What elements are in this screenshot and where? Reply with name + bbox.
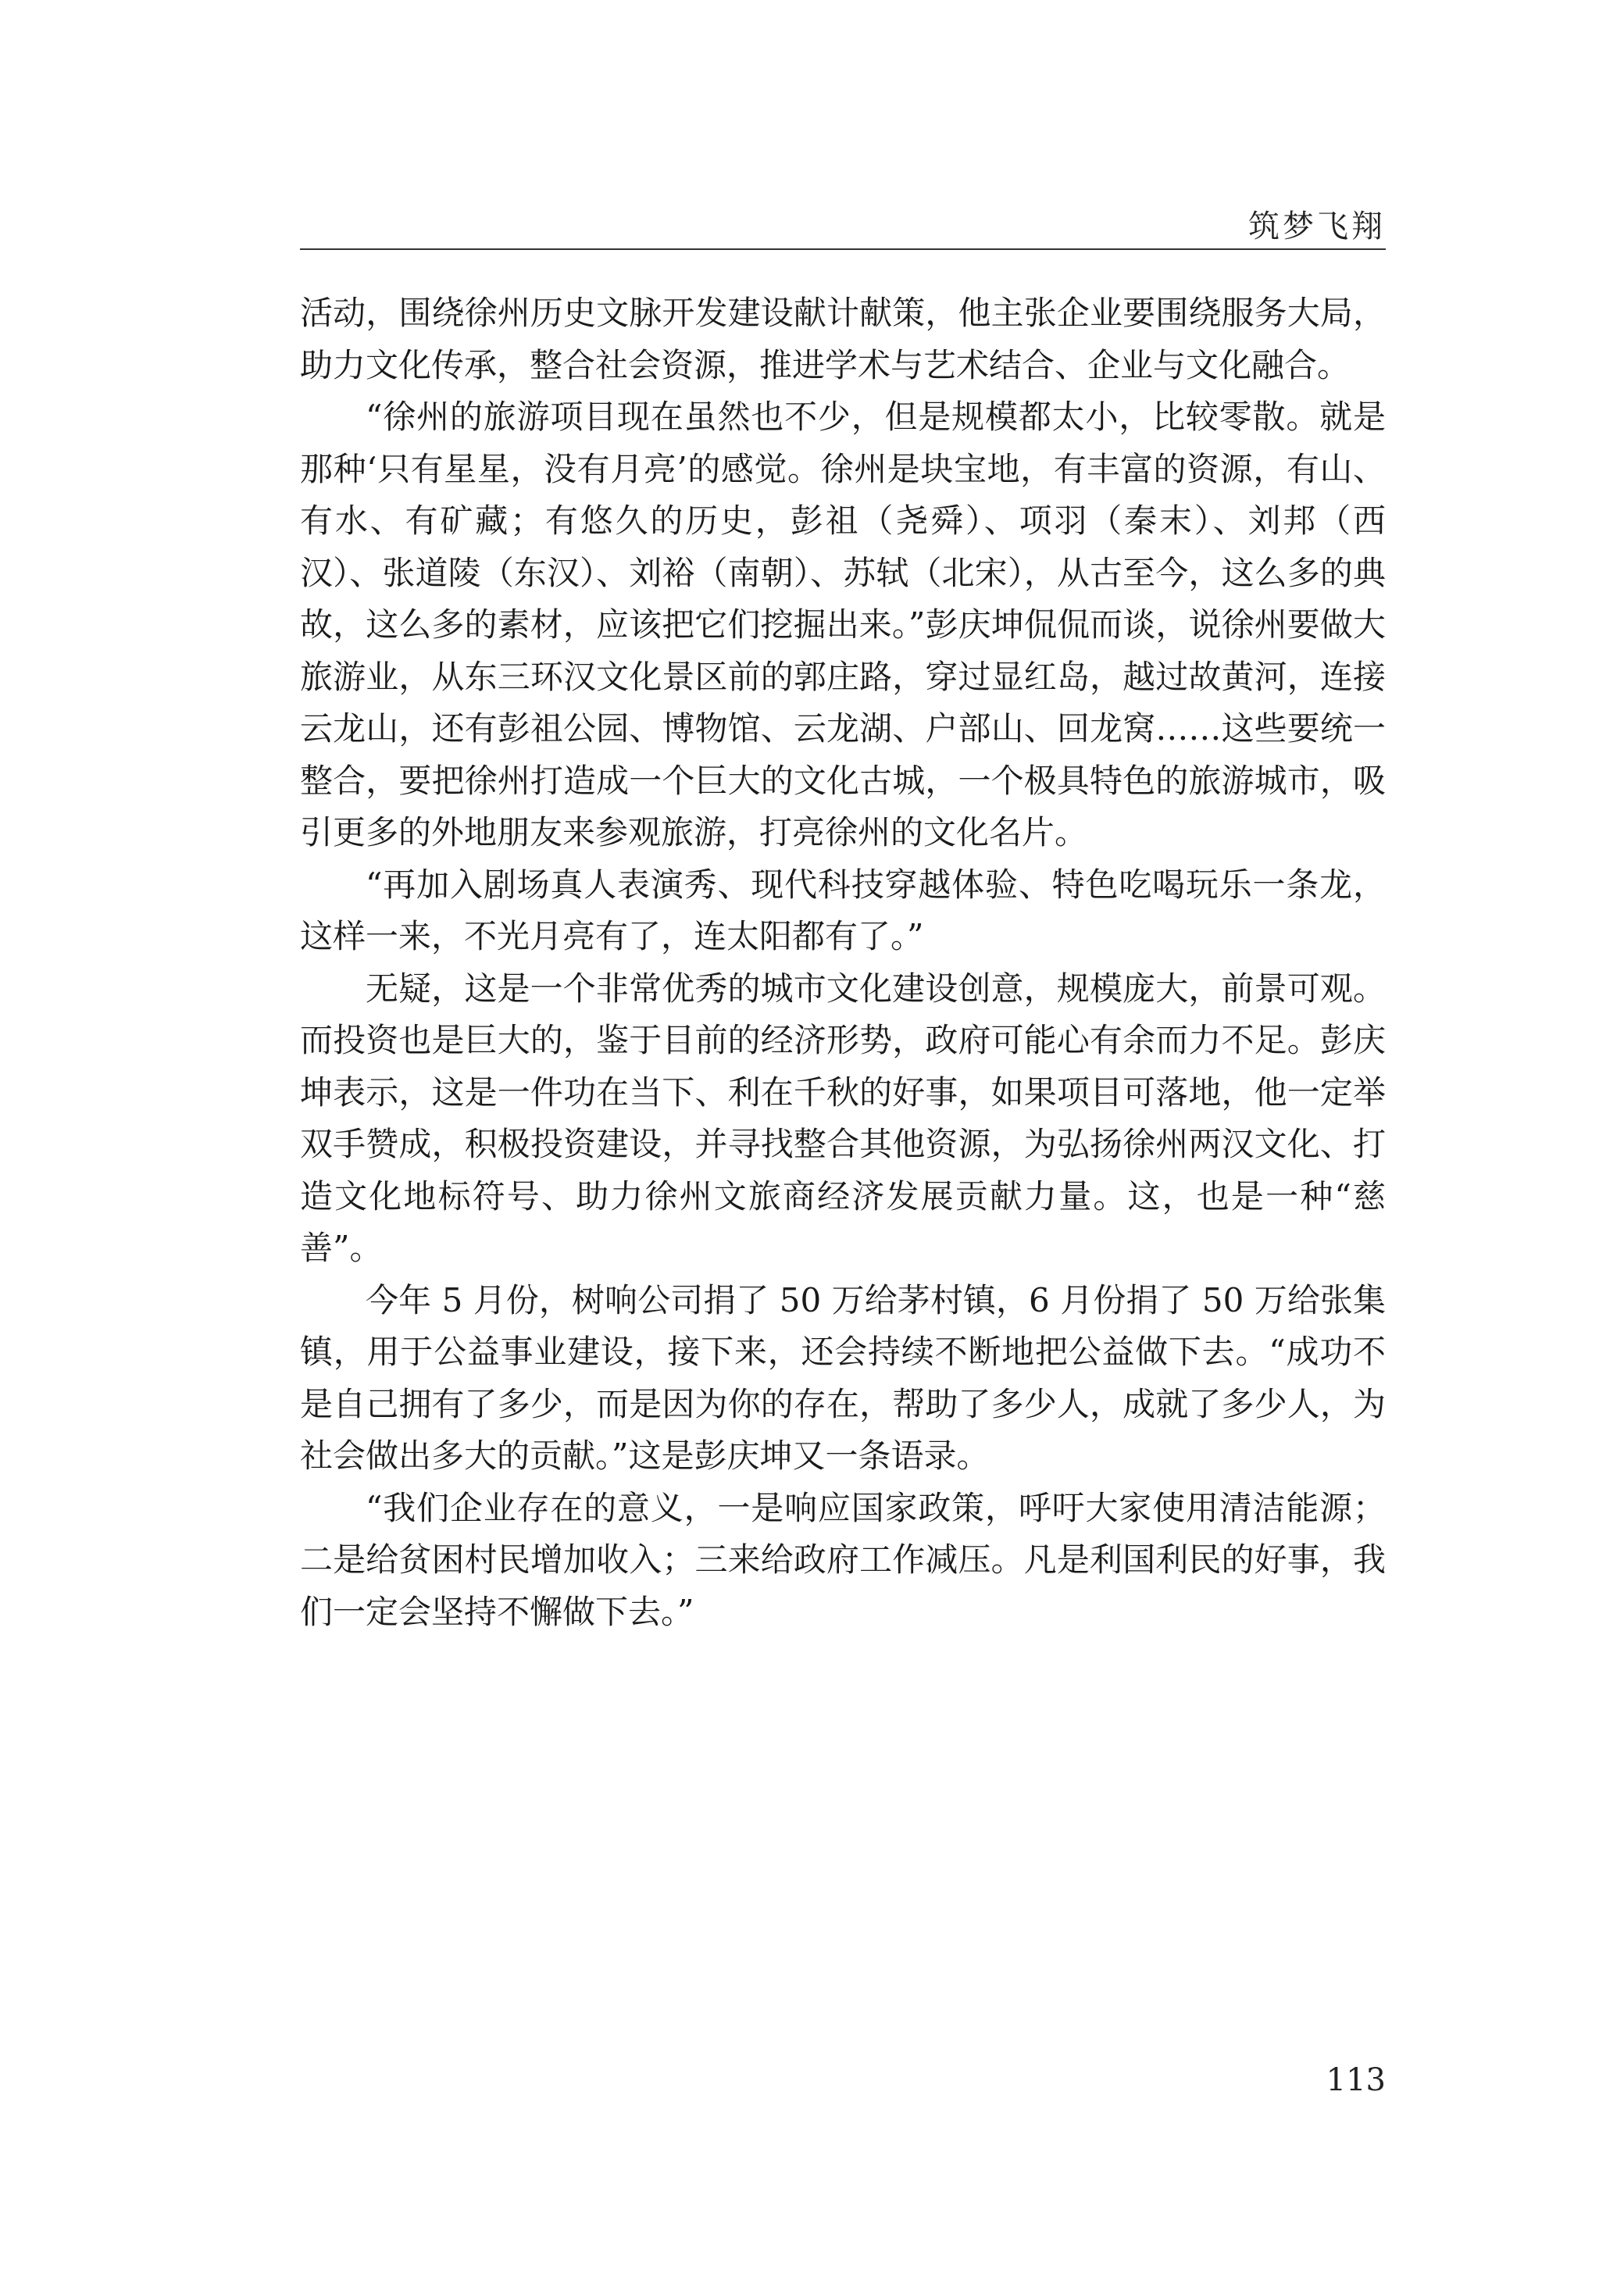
paragraph-6: “我们企业存在的意义，一是响应国家政策，呼吁大家使用清洁能源；二是给贫困村民增加收入；三来给政府工作减压。凡是利国利民的好事，我们一定会坚持不懈做下去。” [300, 1488, 1386, 1631]
paragraph-1: 活动，围绕徐州历史文脉开发建设献计献策，他主张企业要围绕服务大局，助力文化传承，整合社会资源，推进学术与艺术结合、企业与文化融合。 [300, 294, 1386, 384]
page-number: 113 [1326, 2062, 1386, 2098]
paragraph-5: 今年 5 月份，树响公司捐了 50 万给茅村镇，6 月份捐了 50 万给张集镇，用于公益事业建设，接下来，还会持续不断地把公益做下去。“成功不是自己拥有了多少，而是因为你的存在，帮助了多少人，成就了多少人，为社会做出多大的贡献。”这是彭庆坤又一条语录。 [300, 1280, 1386, 1475]
paragraph-2: “徐州的旅游项目现在虽然也不少，但是规模都太小，比较零散。就是那种‘只有星星，没有月亮’的感觉。徐州是块宝地，有丰富的资源，有山、有水、有矿藏；有悠久的历史，彭祖（尧舜）、项羽（秦末）、刘邦（西汉）、张道陵（东汉）、刘裕（南朝）、苏轼（北宋），从古至今，这么多的典故，这么多的素材，应该把它们挖掘出来。”彭庆坤侃侃而谈，说徐州要做大旅游业，从东三环汉文化景区前的郭庄路，穿过显红岛，越过故黄河，连接云龙山，还有彭祖公园、博物馆、云龙湖、户部山、回龙窝……这些要统一整合，要把徐州打造成一个巨大的文化古城，一个极具特色的旅游城市，吸引更多的外地朋友来参观旅游，打亮徐州的文化名片。 [300, 398, 1386, 851]
header-divider [300, 248, 1386, 250]
paragraph-4: 无疑，这是一个非常优秀的城市文化建设创意，规模庞大，前景可观。而投资也是巨大的，鉴于目前的经济形势，政府可能心有余而力不足。彭庆坤表示，这是一件功在当下、利在千秋的好事，如果项目可落地，他一定举双手赞成，积极投资建设，并寻找整合其他资源，为弘扬徐州两汉文化、打造文化地标符号、助力徐州文旅商经济发展贡献力量。这，也是一种“慈善”。 [300, 969, 1386, 1267]
paragraph-3: “再加入剧场真人表演秀、现代科技穿越体验、特色吃喝玩乐一条龙，这样一来，不光月亮有了，连太阳都有了。” [300, 865, 1386, 955]
running-header-title: 筑梦飞翔 [1248, 209, 1386, 244]
body-text [300, 287, 1386, 1638]
